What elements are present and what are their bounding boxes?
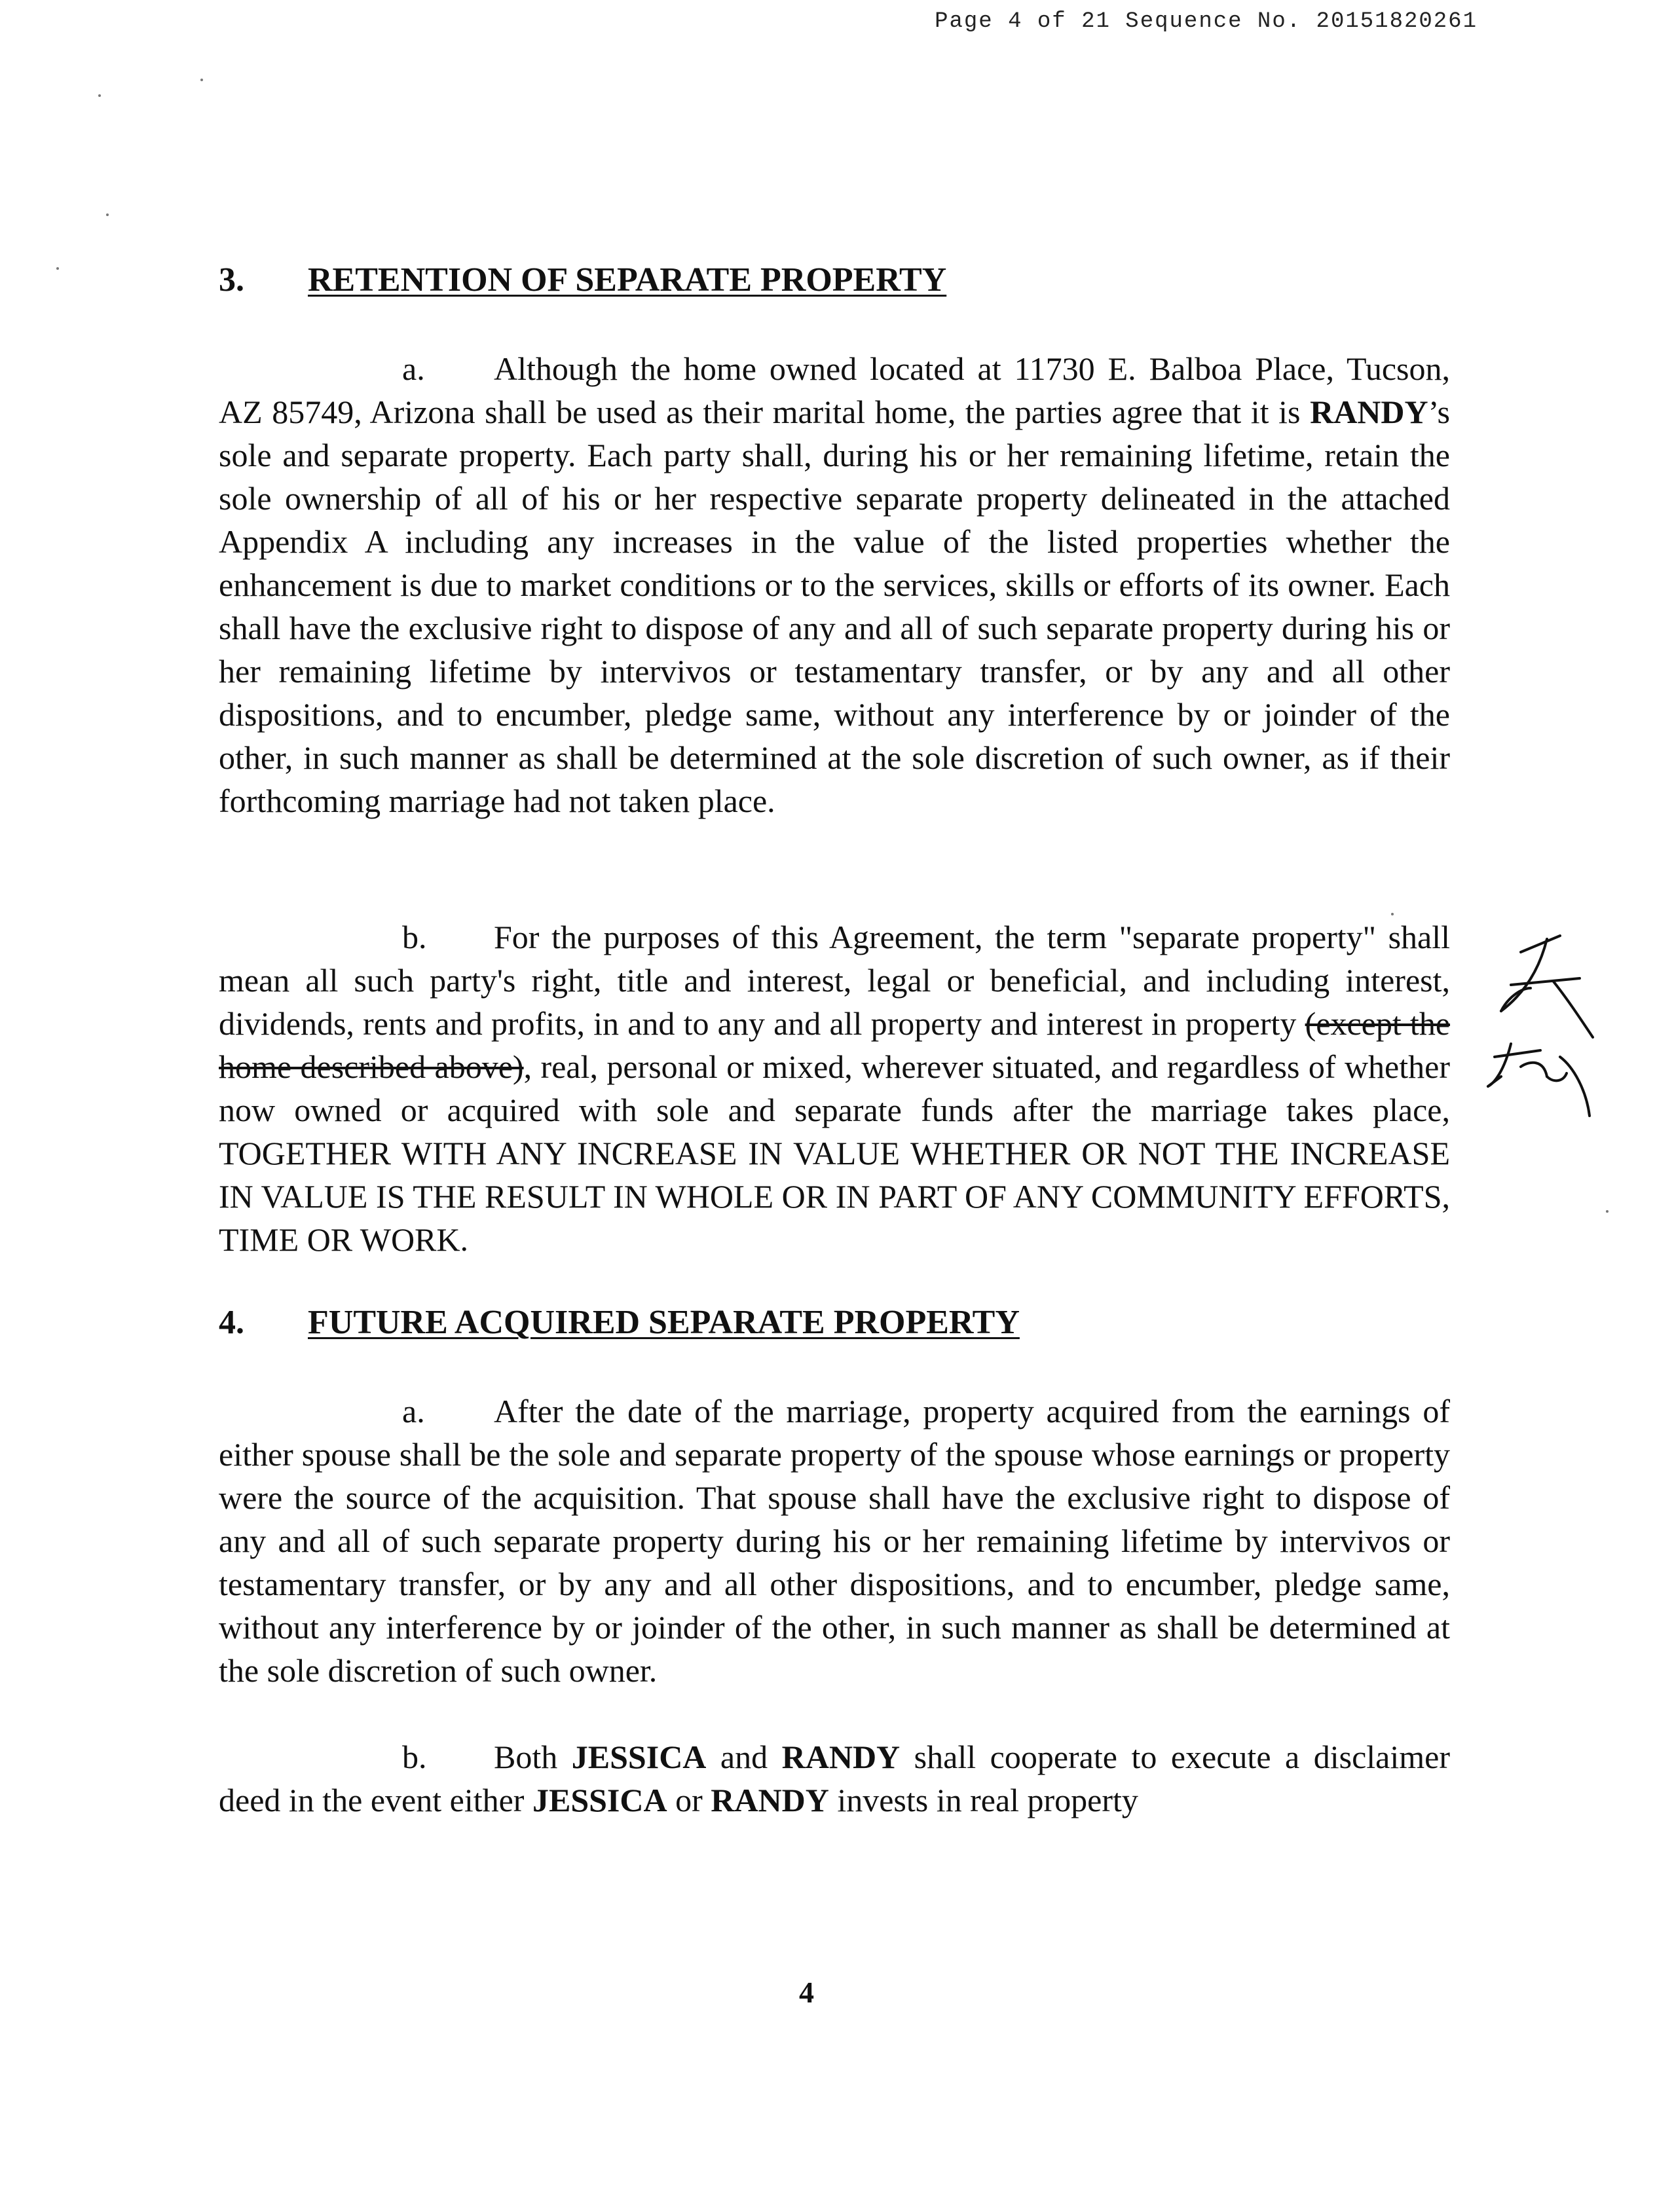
party-name: JESSICA [571,1739,707,1775]
paragraph-text: shall cooperate to execute a disclaimer deed in the event either [219,1739,1450,1818]
scan-speck [106,213,109,216]
section-4-heading [219,1303,1020,1342]
section-3-paragraph-b [219,915,1450,1261]
scan-speck [56,267,59,270]
scan-speck [98,94,101,97]
paragraph-text: and [706,1739,782,1775]
paragraph-text: For the purposes of this Agreement, the term "separate property" shall mean all such party's right, title and interest, legal or beneficial, and including interest, dividends, rents and profits, in and to any and all property and interest in property [219,919,1450,1042]
paragraph-text: or [667,1782,711,1818]
paragraph-text: , real, personal or mixed, wherever situated, and regardless of whether now owned or acquired with sole and separate funds after the marriage takes place, TOGETHER WITH ANY INCREASE IN VALUE WHETHER OR NOT THE INCREASE IN VALUE IS THE RESULT IN WHOLE OR IN PART OF ANY COMMUNITY EFFORTS, TIME OR WORK. [219,1048,1450,1258]
paragraph-text: After the date of the marriage, property acquired from the earnings of either spouse shall be the sole and separate property of the spouse whose earnings or property were the source of the acquisition. That spouse shall have the exclusive right to dispose of any and all of such separate property during his or her remaining lifetime by intervivos or testamentary transfer, or by any and all other dispositions, and to encumber, pledge same, without any interference by or joinder of the other, in such manner as shall be determined at the sole discretion of such owner. [219,1393,1450,1689]
party-name: RANDY [781,1739,901,1775]
section-number: 4. [219,1304,244,1341]
paragraph-label: b. [402,1739,427,1775]
party-name: RANDY [711,1782,829,1818]
initials-drawing [1481,926,1626,1142]
party-name: RANDY [1310,394,1428,430]
section-4-paragraph-a [219,1390,1450,1692]
paragraph-label: a. [402,350,425,387]
scan-speck [1606,1210,1609,1213]
section-title: RETENTION OF SEPARATE PROPERTY [308,261,947,299]
scan-speck [1391,913,1394,915]
paragraph-label: a. [402,1393,425,1429]
paragraph-text: Both [494,1739,572,1775]
section-4-paragraph-b [219,1735,1450,1822]
section-title: FUTURE ACQUIRED SEPARATE PROPERTY [308,1304,1020,1341]
paragraph-label: b. [402,919,427,955]
scan-speck [200,79,203,81]
paragraph-text: ’s sole and separate property. Each party shall, during his or her remaining lifetime, retain the sole ownership of all of his or her respective separate property delineated in the attached Appendix A including any increases in the value of the listed properties whether the enhancement is due to market conditions or to the services, skills or efforts of its owner. Each shall have the exclusive right to dispose of any and all of such separate property during his or her remaining lifetime by intervivos or testamentary transfer, or by any and all other dispositions, and to encumber, pledge same, without any interference by or joinder of the other, in such manner as shall be determined at the sole discretion of such owner, as if their forthcoming marriage had not taken place. [219,394,1450,819]
page-sequence-header: Page 4 of 21 Sequence No. 20151820261 [935,9,1478,34]
party-name: JESSICA [532,1782,667,1818]
paragraph-text: invests in real property [828,1782,1138,1818]
paragraph-text: Although the home owned located at 11730 E. Balboa Place, Tucson, AZ 85749, Arizona shall be used as their marital home, the parties agree that it is [219,350,1450,430]
page-number: 4 [799,1976,814,2009]
section-3-paragraph-a [219,347,1450,822]
handwritten-initials [1481,926,1626,1145]
section-number: 3. [219,261,244,299]
section-3-heading [219,261,946,300]
struck-text: (except the home described above) [219,1005,1451,1085]
